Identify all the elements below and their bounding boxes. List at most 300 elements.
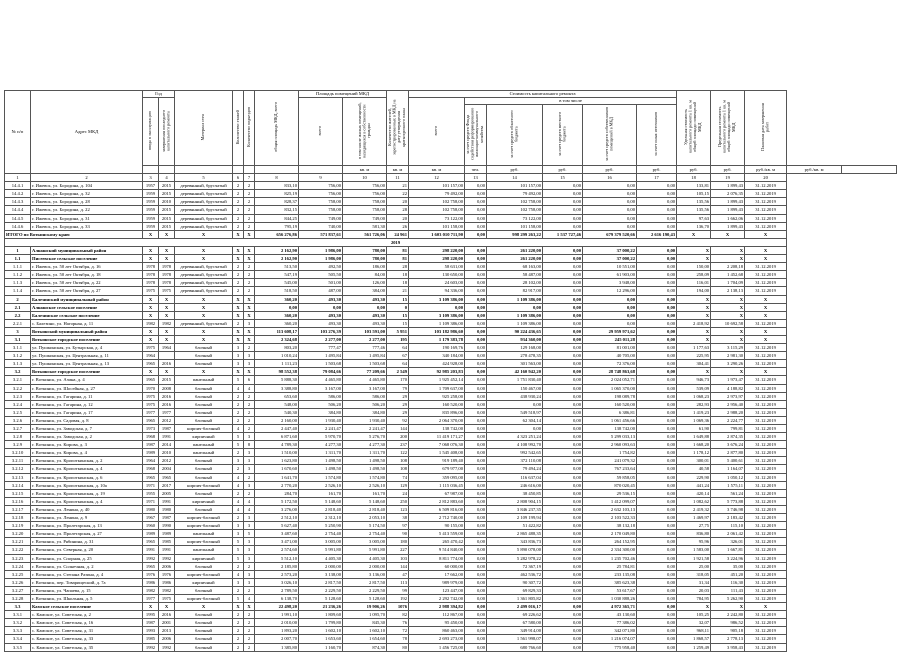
table-cell: 31.12.2019 [745,473,787,481]
table-cell: 5 [175,174,233,182]
table-row [5,206,897,214]
table-row [5,287,897,295]
table-cell: 79 492,00 [409,190,465,198]
table-cell: г. Воткинск, ул. Степана Разина, д. 4 [31,570,143,578]
table-cell: 487,00 [299,287,343,295]
table-cell: 2015 [159,190,175,198]
table-cell: 250 [387,497,409,505]
table-cell: 3 [244,514,255,522]
table-cell: 680 766,60 [487,643,543,651]
table-cell: 1 641,70 [255,473,299,481]
table-cell: 1 [5,174,31,182]
table-cell: 2013 [159,627,175,635]
table-cell: 2 292 742,00 [409,594,465,602]
table-cell: 492,50 [299,263,343,271]
table-cell: 2 [244,271,255,279]
table-row [5,344,897,352]
table-cell: 77 209,66 [343,368,387,376]
table-cell: 0,00 [583,206,637,214]
table-cell: 3.3.1 [5,611,31,619]
table-cell: 144 [387,562,409,570]
table-cell: 1 311,70 [343,449,387,457]
table-cell: 1989 [143,530,159,538]
table-cell: руб. [583,166,637,174]
table-cell: 3.1.3 [5,360,31,368]
table-cell: 0,00 [465,335,487,343]
table-cell: 2019 [5,238,787,246]
table-cell: 2 [233,627,244,635]
table-cell: 101 158,00 [409,222,465,230]
table-cell: 4 [244,505,255,513]
table-cell: деревянный, брусчатый [175,279,233,287]
table-cell: 0,00 [583,198,637,206]
table-cell: 1982 [159,319,175,327]
table-cell: X [143,327,159,335]
table-cell: 1980 [143,505,159,513]
header-limit-cost: Предельная стоимость капитального ремонта 1 кв. м общей площади помещений МКД [711,91,745,166]
table-cell: 20 [387,214,409,222]
table-cell: 0,00 [465,327,487,335]
table-cell: 989 979,00 [409,578,465,586]
table-cell: 20 [745,174,787,182]
table-row [5,311,897,319]
table-cell: 0,00 [465,497,487,505]
table-cell: 31.12.2019 [745,287,787,295]
table-cell: 3.1.1 [5,344,31,352]
table-cell: г. Ижевск, ул. Бородина, д. 28 [31,198,143,206]
table-cell: 4 277,30 [343,441,387,449]
table-cell: 1 751 830,40 [487,376,543,384]
table-cell: 0,00 [465,473,487,481]
table-cell: 103 591,00 [343,327,387,335]
table-cell: 3.2.11 [5,457,31,465]
table-cell: 3 [244,554,255,562]
table-cell: X [244,368,255,376]
table-cell: Воткинское городское поселение [31,335,143,343]
table-cell: 0,00 [465,441,487,449]
table-cell: 258,09 [677,271,711,279]
table-cell: 229,90 [677,473,711,481]
table-cell: 0,00 [637,546,677,554]
table-cell: с. Камское, ул. Советская, д. 31 [31,627,143,635]
table-cell: 0,00 [465,271,487,279]
table-cell: 359 095,00 [409,473,465,481]
table-cell: 103 276,39 [299,327,343,335]
table-cell: 0,00 [543,433,583,441]
table-cell: 0,00 [543,400,583,408]
table-cell: 0,00 [465,222,487,230]
table-cell: 0,00 [637,352,677,360]
table-cell: 2 [244,562,255,570]
table-cell: 6 509 816,00 [409,505,465,513]
table-cell: 2 [233,392,244,400]
table-cell: 1 899,43 [711,182,745,190]
table-cell: 1967 [143,514,159,522]
table-cell: 0,00 [543,384,583,392]
table-cell: 3.2.7 [5,425,31,433]
table-row [5,578,897,586]
table-cell: 129 [387,481,409,489]
table-cell: 0,00 [465,489,487,497]
table-cell: 2 789,50 [255,586,299,594]
table-cell: 1982 [143,586,159,594]
table-cell: 0,00 [637,311,677,319]
header-year-built: ввода в эксплуатацию [143,98,159,166]
table-cell: 0,00 [583,214,637,222]
table-cell: 0,00 [637,295,677,303]
table-cell: 549 518,97 [487,408,543,416]
table-cell: 31.12.2019 [745,376,787,384]
table-cell: 758,00 [343,198,387,206]
table-cell: 4 [244,497,255,505]
table-cell [175,166,233,174]
table-cell: 340 184,00 [409,352,465,360]
table-cell: 2.2.1 [5,319,31,327]
table-cell: 1975 [143,400,159,408]
table-cell: 102 758,00 [487,198,543,206]
table-cell: 73 122,00 [487,214,543,222]
table-cell: 0,00 [637,514,677,522]
table-cell: 3.2.3 [5,392,31,400]
table-cell: 2 224,77 [711,416,745,424]
table-cell: 1 893,20 [255,627,299,635]
table-cell: X [711,246,745,254]
table-cell: 2 242,80 [711,611,745,619]
table-cell: 0,00 [543,408,583,416]
table-cell: 5 970,70 [299,433,343,441]
table-cell: 384,80 [343,408,387,416]
table-cell: X [745,368,787,376]
table-cell: 3 [244,360,255,368]
table-cell: г. Воткинск, ул. Кирова, д. 3 [31,441,143,449]
header-unit-cost: Удельная стоимость капитального ремонта 1 кв. м общей площади помещений МКД [677,91,711,166]
table-cell: 2006 [159,635,175,643]
table-cell: г. Воткинск, ул. Гагарина, д. 11 [31,392,143,400]
table-cell: 2 [233,287,244,295]
table-cell: 0,00 [465,319,487,327]
table-cell: 905,18 [711,627,745,635]
table-cell: 1 111,23 [255,360,299,368]
table-cell: 2016 [159,400,175,408]
table-cell: 1 109 386,00 [487,319,543,327]
table-cell: 47 [387,570,409,578]
table-cell: X [143,295,159,303]
table-cell: блочный [175,473,233,481]
table-cell: 2 170 049,80 [583,530,637,538]
table-cell: блочный [175,465,233,473]
table-cell: 1992 [143,554,159,562]
table-cell: 261 220,00 [487,246,543,254]
table-cell: 10 [343,174,387,182]
table-cell: 581,30 [343,222,387,230]
table-row [5,635,897,643]
table-cell: 2 632 103,13 [583,505,637,513]
table-cell: кв. м [387,166,409,174]
table-cell: 2 [244,473,255,481]
table-cell: 113 [387,578,409,586]
table-cell: 0,00 [543,603,583,611]
table-cell: 81 001,00 [583,344,637,352]
table-cell: 17 662,00 [409,570,465,578]
table-cell: блочный [175,635,233,643]
table-row [5,489,897,497]
table-cell: 31.12.2019 [745,214,787,222]
header-cost-local: за счет средств местного бюджета [543,105,583,166]
table-cell: 2 [233,190,244,198]
table-cell: 1982 [159,586,175,594]
table-cell: 31.12.2019 [745,408,787,416]
table-cell: 77 386,02 [583,619,637,627]
table-row [5,570,897,578]
table-cell: 420,14 [677,489,711,497]
table-cell: 1965 [159,473,175,481]
table-cell: X [244,255,255,263]
table-cell: Писеевское сельское поселение [31,255,143,263]
table-cell: 126,00 [343,279,387,287]
table-cell: 3.2.26 [5,578,31,586]
table-cell: 31.12.2019 [745,416,787,424]
table-cell: X [175,295,233,303]
table-cell: 506,20 [299,400,343,408]
table-cell: 775 958,40 [583,643,637,651]
table-cell: 0,00 [465,392,487,400]
table-cell: X [233,311,244,319]
table-cell: 1 259,49 [677,643,711,651]
header-cost-total: всего [409,98,465,166]
table-cell: 31.12.2019 [745,619,787,627]
table-cell: 0,00 [543,449,583,457]
table-cell: 2 241,47 [299,425,343,433]
table-cell: 540,30 [255,408,299,416]
table-cell: 832,15 [255,206,299,214]
table-cell: 0,00 [465,263,487,271]
table-cell: 0,00 [465,570,487,578]
table-cell: 0,00 [543,425,583,433]
table-cell: 749,00 [299,214,343,222]
table-cell: 784,95 [677,594,711,602]
table-cell: 2 712 740,00 [409,514,465,522]
table-cell: 1978 [143,263,159,271]
table-cell: X [159,295,175,303]
table-cell: 161,70 [343,489,387,497]
table-cell: 825,19 [255,190,299,198]
table-cell: 14.4.4 [5,206,31,214]
table-cell: 0,00 [543,522,583,530]
table-cell: 5 [244,530,255,538]
table-cell: 1 498,50 [299,465,343,473]
table-cell: 493,30 [299,311,343,319]
table-cell: X [143,603,159,611]
table-cell: 1 160,70 [299,643,343,651]
table-cell: 194,00 [677,287,711,295]
table-cell: 1991 [159,433,175,441]
table-cell: 653,60 [255,392,299,400]
table-row [5,360,897,368]
table-cell: Воткинское городское поселение [31,368,143,376]
table-cell: 2005 [159,489,175,497]
table-cell: 1976 [143,570,159,578]
table-cell: 2 874,35 [711,433,745,441]
table-cell: Воткинский муниципальный район [31,327,143,335]
table-cell: 94 336,00 [409,287,465,295]
table-cell: г. Воткинск, ул. Кропоткинская, д. 4 [31,497,143,505]
table-cell: 198 089,78 [583,392,637,400]
table-row [5,546,897,554]
table-cell: 1 498,50 [343,465,387,473]
table-cell: 3.2.28 [5,594,31,602]
table-cell: 245 011,28 [583,335,637,343]
table-cell: 0,00 [637,255,677,263]
table-cell: 3.3.4 [5,635,31,643]
table-cell: 12 296,00 [583,287,637,295]
table-cell: 2006 [159,562,175,570]
table-cell: 2 419,32 [677,505,711,513]
table-cell [299,166,343,174]
table-cell: 1964 [143,457,159,465]
table-cell: 1 495,84 [343,352,387,360]
table-row [5,319,897,327]
table-row [5,611,897,619]
table-cell: 31.12.2019 [745,425,787,433]
table-cell: 844,25 [255,214,299,222]
table-cell: 1 973,47 [711,376,745,384]
table-cell: 0,00 [543,352,583,360]
table-cell: 3.2.19 [5,522,31,530]
table-cell: 3 [244,546,255,554]
table-cell: 1 574,80 [343,473,387,481]
table-cell: 2 [233,206,244,214]
table-cell: 3 [244,433,255,441]
table-cell: 17 [637,174,677,182]
table-cell: 4 789,30 [255,441,299,449]
table-cell: 0,00 [543,303,583,311]
table-cell: 2 103 522,33 [583,514,637,522]
table-cell: 0,00 [543,473,583,481]
table-cell: 2 418,92 [677,319,711,327]
table-cell: 5 888,30 [255,376,299,384]
table-cell: 31.12.2019 [745,271,787,279]
table-cell: 2 334 300,00 [583,546,637,554]
table-row [5,449,897,457]
table-cell: блочный [175,352,233,360]
table-cell: 1985 [159,538,175,546]
table-cell: 1959 [143,198,159,206]
table-cell: 2 973,97 [711,392,745,400]
table-cell: 1960 [143,522,159,530]
table-cell: 1989 [143,449,159,457]
table-cell: 0,00 [637,497,677,505]
table-cell: 1971 [143,481,159,489]
table-cell: 0,00 [343,303,387,311]
table-cell: 160 520,00 [583,400,637,408]
table-cell: 2 [233,586,244,594]
table-cell: деревянный, брусчатый [175,222,233,230]
table-cell: панельный [175,449,233,457]
table-cell: 5 250,90 [299,522,343,530]
table-cell: г. Воткинск, ул. Кропоткинская, д. 4 [31,465,143,473]
table-cell: 22 [387,190,409,198]
table-cell: 1978 [159,279,175,287]
table-cell: 5 299 033,13 [583,433,637,441]
table-cell: 0,00 [465,344,487,352]
table-cell: 20 [387,198,409,206]
table-cell: 3 487,60 [255,530,299,538]
table-cell: 3.2.6 [5,416,31,424]
table-cell: 2004 [159,465,175,473]
table-cell: 2 312,10 [299,514,343,522]
table-cell: 1 654,60 [343,635,387,643]
table-cell: 14.4.3 [5,198,31,206]
table-cell: г. Ижевск, ул. 50 лет Октября, д. 18 [31,271,143,279]
table-cell: г. Воткинск, ул. Солнечная, д. 2 [31,562,143,570]
table-cell: 1955 [143,489,159,497]
table-cell: Алнашское сельское поселение [31,303,143,311]
table-cell: деревянный, брусчатый [175,198,233,206]
table-cell: 1 495,84 [299,352,343,360]
table-cell: 2 [233,619,244,627]
table-cell: 7 [244,174,255,182]
table-cell: 15 [387,319,409,327]
table-cell: 0,00 [543,222,583,230]
table-cell: кв. м [343,166,387,174]
header-year-group: Год [143,91,175,98]
column-number-row [5,174,897,182]
table-row [5,246,897,254]
table-cell: 1965 [143,562,159,570]
table-cell: 0,00 [465,255,487,263]
table-cell: 72 376,00 [583,360,637,368]
table-cell: 95 450,00 [409,619,465,627]
table-cell: 0,00 [543,627,583,635]
table-cell: 1 179 383,78 [409,335,465,343]
table-cell: 2 499 016,17 [487,603,543,611]
table-cell: 0,00 [487,425,543,433]
table-cell: 2 [31,174,143,182]
table-cell: 40,58 [677,465,711,473]
table-cell: 1991 [143,546,159,554]
table-row [5,182,897,190]
table-cell: 92 [387,416,409,424]
table-cell: 4 [233,497,244,505]
table-cell: 2 185,80 [255,562,299,570]
table-cell: 0,00 [543,335,583,343]
table-cell: г. Воткинск, ул. Азина, д. 4 [31,376,143,384]
table-cell: 1 216 074,07 [583,635,637,643]
table-cell: X [175,303,233,311]
table-cell: 90 307,72 [487,578,543,586]
table-cell: 5 172,50 [255,497,299,505]
table-cell: 0,00 [637,457,677,465]
table-cell: 0,00 [637,263,677,271]
table-cell: 3 167,00 [343,384,387,392]
table-cell: 2 [244,416,255,424]
table-cell: 3.2.1 [5,376,31,384]
table-cell: 113 608,17 [255,327,299,335]
table-cell: 5 890 078,00 [487,546,543,554]
table-cell: 298 220,00 [409,255,465,263]
table-cell: 0,00 [465,376,487,384]
table-cell: 3.2.12 [5,465,31,473]
table-cell: 2 [233,279,244,287]
table-cell: X [159,255,175,263]
table-cell: 28 102,00 [487,279,543,287]
table-cell: 5 773,88 [711,497,745,505]
table-cell: 874,30 [343,643,387,651]
table-cell: 0,00 [583,295,637,303]
table-cell: 0,00 [543,190,583,198]
table-cell: 0,00 [543,457,583,465]
table-cell: 2 960 093,63 [583,441,637,449]
